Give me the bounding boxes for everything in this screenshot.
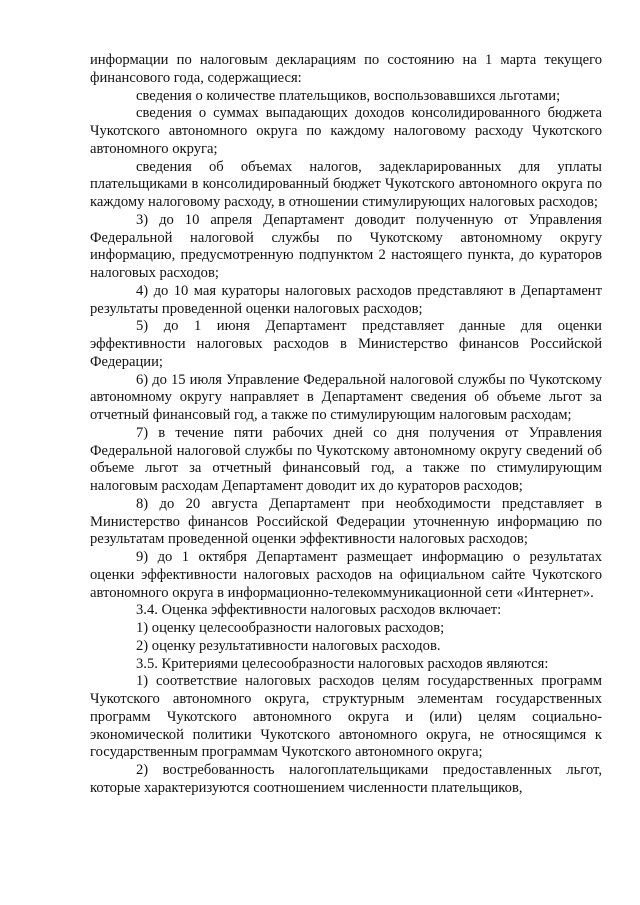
paragraph-3-5-item-2: 2) востребованность налогоплательщиками предоставленных льгот, которые характеризуются соотношением численности плательщиков, — [90, 762, 602, 796]
section-3-4-heading: 3.4. Оценка эффективности налоговых расходов включает: — [136, 602, 502, 619]
paragraph-3-4-item-2: 2) оценку результативности налоговых расходов. — [136, 637, 441, 654]
section-3-5-heading: 3.5. Критериями целесообразности налоговых расходов являются: — [136, 655, 549, 672]
paragraph-item-3: 3) до 10 апреля Департамент доводит полученную от Управления Федеральной налоговой службы по Чукотскому автономному округу информацию, предусмотренную подпунктом 2 настоящего пункта, до кураторов налоговых расходов; — [90, 211, 602, 281]
paragraph-item-4: 4) до 10 мая кураторы налоговых расходов представляют в Департамент результаты проведенной оценки налоговых расходов; — [90, 282, 602, 317]
paragraph-item-5: 5) до 1 июня Департамент представляет данные для оценки эффективности налоговых расходов в Министерство финансов Российской Федерации; — [90, 318, 602, 370]
paragraph-3-4-item-1: 1) оценку целесообразности налоговых расходов; — [136, 620, 445, 636]
paragraph-item-7: 7) в течение пяти рабочих дней со дня получения от Управления Федеральной налоговой службы по Чукотскому автономному округу сведений об объеме льгот за отчетный финансовый год, а также по стимулирующим налоговым расходам Департамент доводит их до кураторов расходов; — [90, 424, 602, 494]
paragraph-item-6: 6) до 15 июля Управление Федеральной налоговой службы по Чукотскому автономному округу направляет в Департамент сведения об объеме льгот за отчетный финансовый год, а также по стимулирующим налоговым расходам; — [90, 371, 602, 423]
paragraph-declared-taxes: сведения об объемах налогов, задекларированных для уплаты плательщиками в консолидированный бюджет Чукотского автономного округа по каждому налоговому расходу, в отношении стимулирующих налоговых расходов; — [90, 158, 602, 210]
paragraph-3-5-item-1: 1) соответствие налоговых расходов целям государственных программ Чукотского автономного округа, структурным элементам государственных программ Чукотского автономного округа и (или) целям социально-экономической политики Чукотского автономного округа, не относящимся к государственным программам Чукотского автономного округа; — [90, 673, 602, 761]
paragraph-continuation: информации по налоговым декларациям по состоянию на 1 марта текущего финансового года, содержащиеся: — [90, 52, 602, 86]
document-page — [90, 52, 602, 798]
paragraph-item-9: 9) до 1 октября Департамент размещает информацию о результатах оценки эффективности налоговых расходов на официальном сайте Чукотского автономного округа в информационно-телекоммуникационной сети «Интернет». — [90, 549, 602, 601]
paragraph-lost-revenue: сведения о суммах выпадающих доходов консолидированного бюджета Чукотского автономного округа по каждому налоговому расходу Чукотского автономного округа; — [90, 105, 602, 157]
paragraph-taxpayers-count: сведения о количестве плательщиков, воспользовавшихся льготами; — [136, 87, 561, 104]
paragraph-item-8: 8) до 20 августа Департамент при необходимости представляет в Министерство финансов Российской Федерации уточненную информацию по результатам проведенной оценки эффективности налоговых расходов; — [90, 495, 602, 548]
